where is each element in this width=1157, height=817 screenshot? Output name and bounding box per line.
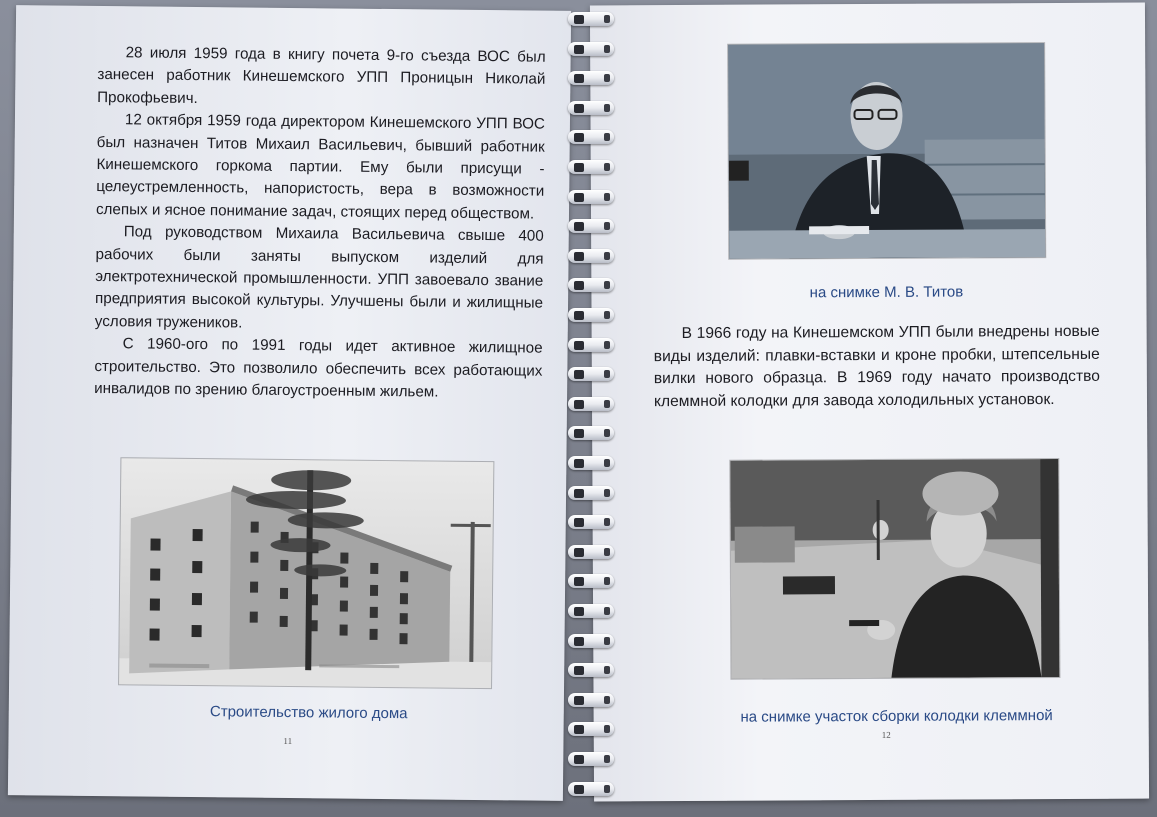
binding-coil (568, 782, 616, 796)
paragraph-2: 12 октября 1959 года директором Кинешемского УПП ВОС был назначен Титов Михаил Васильевич, бывший работник Кинешемского горкома партии. Ему были присущи - целеустремленность, напористость, вера в возможности слепых и ясное понимание задач, стоящих перед обществом. (95, 111, 546, 223)
paragraph-right: В 1966 году на Кинешемском УПП были внедрены новые виды изделий: плавки-вставки и кроне пробки, штепсельные вилки нового образца. В 1969 году начато производство клеммной колодки для завода холодильных установок. (653, 322, 1100, 410)
building-photo (119, 458, 493, 688)
binding-coil (568, 71, 616, 85)
binding-coil (568, 456, 616, 470)
binding-coil (568, 722, 616, 736)
binding-coil (568, 101, 616, 115)
binding-coil (568, 693, 616, 707)
left-page-text (94, 42, 546, 405)
binding-coil (568, 574, 616, 588)
page-number-right: 12 (881, 729, 891, 740)
binding-coil (568, 367, 616, 381)
building-image (119, 458, 493, 688)
left-page (8, 5, 571, 801)
binding-coil (568, 486, 616, 500)
assembly-image (730, 459, 1059, 679)
binding-coil (568, 634, 616, 648)
assembly-photo (730, 459, 1059, 679)
page-number-left: 11 (283, 735, 293, 747)
binding-coil (568, 308, 616, 322)
right-page (590, 3, 1149, 802)
binding-coil (568, 663, 616, 677)
titov-photo (728, 43, 1045, 259)
binding-coil (568, 545, 616, 559)
paragraph-4: С 1960-ого по 1991 годы идет активное жилищное строительство. Это позволило обеспечить всех работающих инвалидов по зрению благоустроенным жильем. (94, 335, 543, 401)
right-page-text (654, 321, 1100, 414)
binding-coil (568, 604, 616, 618)
binding-coil (568, 12, 616, 26)
assembly-caption: на снимке участок сборки колодки клеммной (740, 707, 1053, 726)
binding-coil (568, 130, 616, 144)
binding-coil (568, 219, 616, 233)
binding-coil (568, 397, 616, 411)
binding-coil (568, 752, 616, 766)
paragraph-3: Под руководством Михаила Васильевича свыше 400 рабочих были заняты выпуском изделий для электротехнической промышленности. УПП завоевало звание предприятия высокой культуры. Улучшены были и жилищные условия тружеников. (94, 223, 544, 332)
titov-image (728, 43, 1045, 259)
binding-coil (568, 42, 616, 56)
building-caption: Строительство жилого дома (209, 703, 408, 723)
binding-coil (568, 515, 616, 529)
binding-coil (568, 190, 616, 204)
binding-coil (568, 278, 616, 292)
binding-coil (568, 249, 616, 263)
titov-caption: на снимке М. В. Титов (809, 283, 964, 302)
binding-coil (568, 160, 616, 174)
binding-coil (568, 338, 616, 352)
paragraph-1: 28 июля 1959 года в книгу почета 9-го съезда ВОС был занесен работник Кинешемского УПП Проницын Николай Прокофьевич. (97, 44, 546, 107)
binding-coil (568, 426, 616, 440)
spiral-binding-icon (560, 0, 620, 817)
